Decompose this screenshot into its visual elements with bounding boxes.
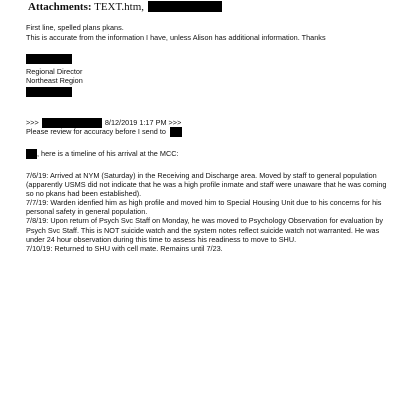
timeline-entry: 7/6/19: Arrived at NYM (Saturday) in the Receiving and Discharge area. Moved by staff to general population (apparently USMS did not indicate that he was a high profile inmate and staff were unaware that he was coming so no pkans had been established). <box>26 171 387 199</box>
attachments-line <box>28 1 222 14</box>
timeline-entry: 7/7/19: Warden idenfied him as high profile and moved him to Special Housing Unit due to his concerns for his personal safety in general population. <box>26 198 382 217</box>
timeline-entries <box>26 171 392 253</box>
reply-line-2: This is accurate from the information I have, unless Alison has additional information. Thanks <box>26 33 326 42</box>
reply-line-1: First line, spelled plans pkans. <box>26 23 124 32</box>
redaction-box <box>26 87 72 97</box>
forwarded-datetime: 8/12/2019 1:17 PM >>> <box>104 118 182 127</box>
signature-title: Regional Director <box>26 67 83 76</box>
forwarded-prefix: >>> <box>26 118 39 127</box>
redaction-box <box>170 127 182 137</box>
timeline-intro <box>26 149 179 159</box>
signature-region: Northeast Region <box>26 76 83 85</box>
redaction-box <box>148 1 222 12</box>
attachments-label: Attachments: <box>28 1 92 13</box>
redaction-box <box>26 54 72 64</box>
attachments-value: TEXT.htm, <box>94 1 145 13</box>
redaction-box <box>26 149 37 159</box>
timeline-entry: 7/8/19: Upon return of Psych Svc Staff on Monday, he was moved to Psychology Observation for evaluation by Psych Svc Staff. This is NOT suicide watch and the system notes reflect suicide watch not warranted. He was under 24 hour observation during this time to assess his readiness to move to SHU. <box>26 216 384 244</box>
review-request-line <box>26 127 182 137</box>
timeline-intro-text: , here is a timeline of his arrival at the MCC: <box>37 149 179 158</box>
timeline-entry: 7/10/19: Returned to SHU with cell mate. Remains until 7/23. <box>26 243 223 253</box>
review-request-text: Please review for accuracy before I send to <box>26 127 166 136</box>
